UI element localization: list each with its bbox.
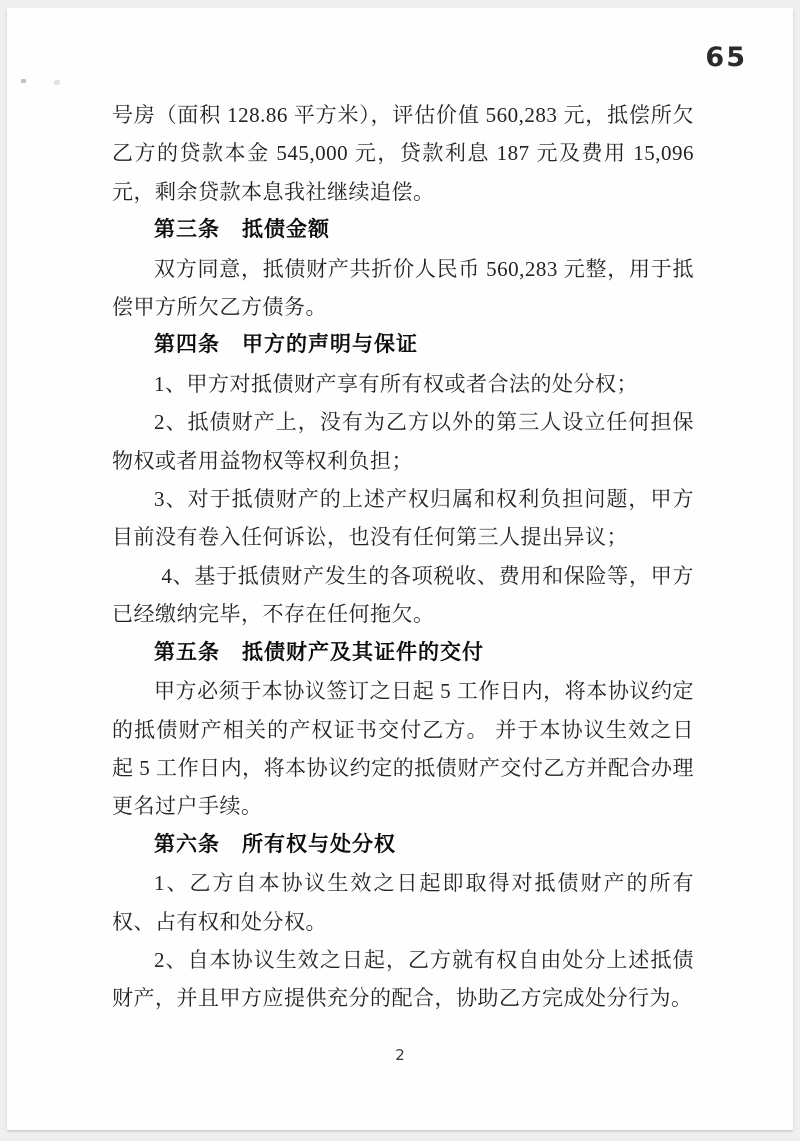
- paragraph: 3、对于抵债财产的上述产权归属和权利负担问题，甲方目前没有卷入任何诉讼，也没有任何第三人提出异议；: [112, 487, 694, 550]
- article-heading: 第三条 抵债金额: [154, 218, 330, 242]
- document-body: [112, 96, 694, 1018]
- paragraph: 2、抵债财产上，没有为乙方以外的第三人设立任何担保物权或者用益物权等权利负担；: [112, 410, 694, 473]
- paragraph: 1、乙方自本协议生效之日起即取得对抵债财产的所有权、占有权和处分权。: [112, 871, 694, 934]
- scan-speck: [21, 79, 26, 83]
- paragraph: 4、基于抵债财产发生的各项税收、费用和保险等，甲方已经缴纳完毕，不存在任何拖欠。: [112, 563, 694, 627]
- document-page: [7, 8, 793, 1130]
- paragraph: 号房（面积 128.86 平方米），评估价值 560,283 元，抵偿所欠乙方的贷款本金 545,000 元，贷款利息 187 元及费用 15,096 元，剩余贷款本息我社继续追偿。: [112, 103, 694, 204]
- paragraph: 甲方必须于本协议签订之日起 5 工作日内，将本协议约定的抵债财产相关的产权证书交付乙方。 并于本协议生效之日起 5 工作日内，将本协议约定的抵债财产交付乙方并配合办理更名过户手续。: [112, 679, 694, 819]
- page-number-bottom: 2: [395, 1046, 405, 1064]
- scan-speck: [54, 80, 60, 85]
- article-heading: 第六条 所有权与处分权: [154, 832, 396, 856]
- page-number-top-right: 65: [705, 42, 747, 73]
- article-heading: 第五条 抵债财产及其证件的交付: [154, 640, 484, 664]
- paragraph: 1、甲方对抵债财产享有所有权或者合法的处分权；: [154, 371, 638, 396]
- article-heading: 第四条 甲方的声明与保证: [154, 333, 418, 357]
- paragraph: 双方同意，抵债财产共折价人民币 560,283 元整，用于抵偿甲方所欠乙方债务。: [112, 256, 694, 320]
- paragraph: 2、自本协议生效之日起，乙方就有权自由处分上述抵债财产，并且甲方应提供充分的配合，协助乙方完成处分行为。: [112, 947, 694, 1011]
